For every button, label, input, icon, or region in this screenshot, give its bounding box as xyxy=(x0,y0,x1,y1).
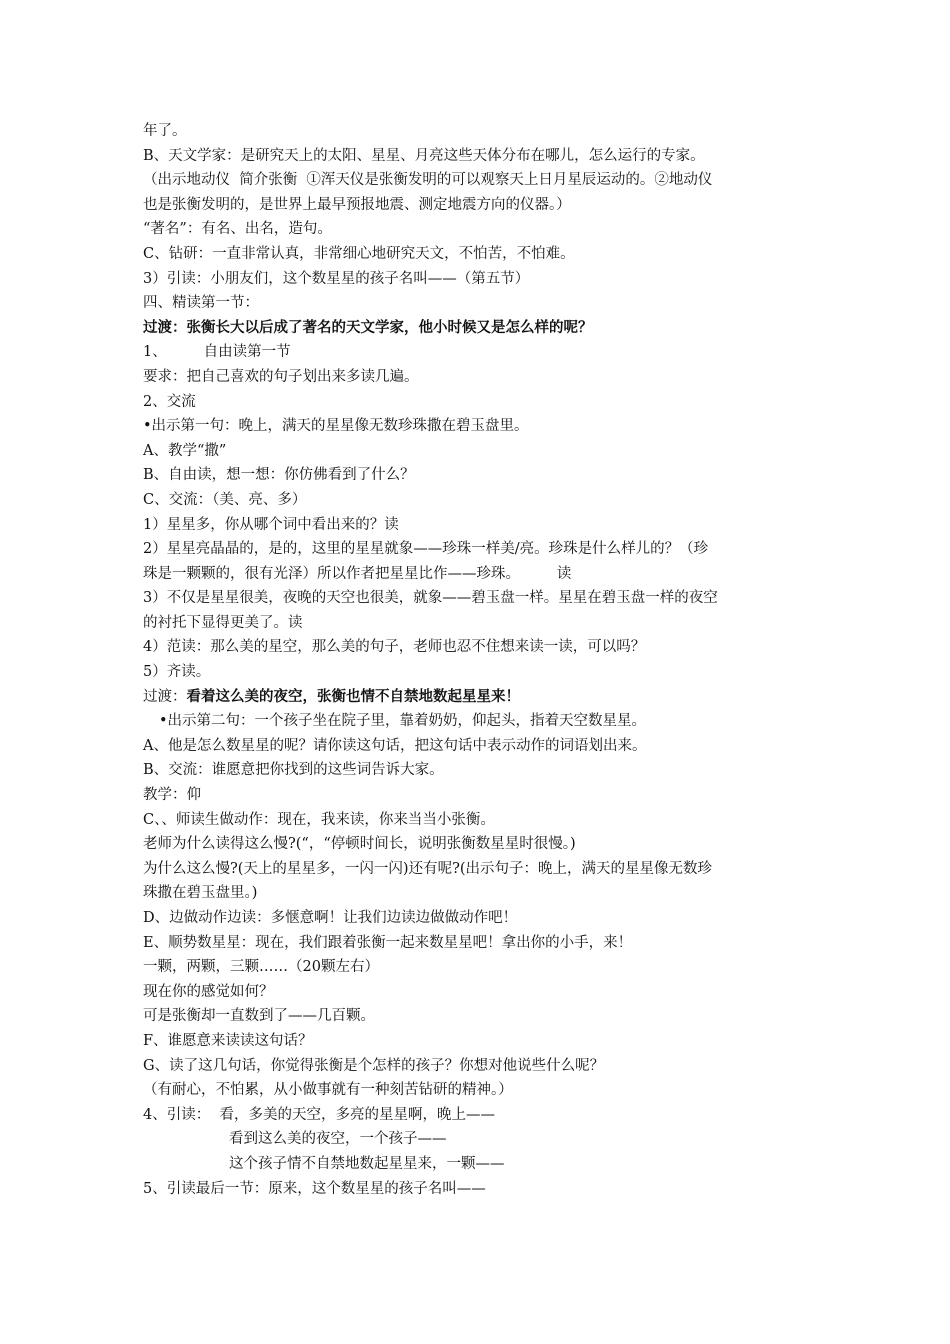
text-line: 2、交流 xyxy=(143,393,196,410)
text-line: C、、师读生做动作：现在，我来读，你来当当小张衡。 xyxy=(143,811,495,828)
document-body xyxy=(143,119,813,1201)
transition-bold: 过渡：张衡长大以后成了著名的天文学家，他小时候又是怎么样的呢？ xyxy=(143,318,593,336)
text-line: 的衬托下显得更美了。读 xyxy=(143,614,303,631)
text-line: 珠撒在碧玉盘里。) xyxy=(143,885,258,902)
text-line: 4）范读：那么美的星空，那么美的句子，老师也忍不住想来读一读，可以吗？ xyxy=(143,639,646,656)
text-line: 1、 自由读第一节 xyxy=(143,344,291,361)
text-line: 5、引读最后一节：原来，这个数星星的孩子名叫—— xyxy=(143,1180,486,1197)
section-heading: 四、精读第一节： xyxy=(143,295,259,312)
bullet-line: •出示第一句：晚上，满天的星星像无数珍珠撒在碧玉盘里。 xyxy=(143,418,529,435)
bullet-line: •出示第二句：一个孩子坐在院子里，靠着奶奶，仰起头，指着天空数星星。 xyxy=(159,713,647,730)
text-line: 要求：把自己喜欢的句子划出来多读几遍。 xyxy=(143,368,419,385)
text-line: 看到这么美的夜空，一个孩子—— xyxy=(229,1131,447,1148)
text-line: 为什么这么慢?(天上的星星多，一闪一闪)还有呢?(出示句子：晚上，满天的星星像无数珍 xyxy=(143,860,713,877)
text-line: A、他是怎么数星星的呢？请你读这句话，把这句话中表示动作的词语划出来。 xyxy=(143,737,647,754)
text-line: 1）星星多，你从哪个词中看出来的？读 xyxy=(143,516,399,533)
text-line: A、教学“撒” xyxy=(143,442,227,459)
text-line: C、交流：（美、亮、多） xyxy=(143,491,307,508)
text-line: 一颗，两颗，三颗……（20颗左右） xyxy=(143,959,379,976)
transition-label: 过渡： xyxy=(143,688,187,705)
text-line: 教学：仰 xyxy=(143,787,201,804)
text-line: 也是张衡发明的，是世界上最早预报地震、测定地震方向的仪器。） xyxy=(143,196,571,213)
text-line: B、天文学家：是研究天上的太阳、星星、月亮这些天体分布在哪儿，怎么运行的专家。 xyxy=(143,147,705,164)
text-line: （有耐心，不怕累，从小做事就有一种刻苦钻研的精神。） xyxy=(143,1082,513,1099)
transition-line xyxy=(143,685,813,710)
text-line: 这个孩子情不自禁地数起星星来，一颗—— xyxy=(229,1155,505,1172)
text-line: E、顺势数星星：现在，我们跟着张衡一起来数星星吧！拿出你的小手，来！ xyxy=(143,934,633,951)
text-line: B、自由读，想一想：你仿佛看到了什么？ xyxy=(143,467,415,484)
text-line: 4、引读： 看，多美的天空，多亮的星星啊，晚上—— xyxy=(143,1106,495,1123)
text-line: F、谁愿意来读读这句话？ xyxy=(143,1032,313,1049)
text-line: 老师为什么读得这么慢?(“，“停顿时间长，说明张衡数星星时很慢。) xyxy=(143,836,576,853)
text-line: 可是张衡却一直数到了——几百颗。 xyxy=(143,1008,375,1025)
text-line: 年了。 xyxy=(143,123,187,139)
transition-bold: 看着这么美的夜空，张衡也情不自禁地数起星星来！ xyxy=(186,687,520,705)
text-line: 3）不仅是星星很美，夜晚的天空也很美，就象——碧玉盘一样。星星在碧玉盘一样的夜空 xyxy=(143,590,718,607)
text-line: 现在你的感觉如何？ xyxy=(143,983,274,1000)
text-line: B、交流：谁愿意把你找到的这些词告诉大家。 xyxy=(143,762,444,779)
text-line: D、边做动作边读：多惬意啊！让我们边读边做做动作吧！ xyxy=(143,910,518,926)
text-line: （出示地动仪 简介张衡 ①浑天仪是张衡发明的可以观察天上日月星辰运动的。②地动仪 xyxy=(143,172,713,189)
text-line: 3）引读：小朋友们，这个数星星的孩子名叫——（第五节） xyxy=(143,270,530,287)
text-line: “著名”：有名、出名，造句。 xyxy=(143,221,332,238)
text-line: 2）星星亮晶晶的，是的，这里的星星就象——珍珠一样美/亮。珍珠是什么样儿的？（珍 xyxy=(143,541,709,558)
text-line: 珠是一颗颗的，很有光泽）所以作者把星星比作——珍珠。 读 xyxy=(143,565,572,582)
text-line: C、钻研：一直非常认真，非常细心地研究天文，不怕苦，不怕难。 xyxy=(143,245,575,262)
text-line: 5）齐读。 xyxy=(143,664,211,681)
text-line: G、读了这几句话，你觉得张衡是个怎样的孩子？你想对他说些什么呢？ xyxy=(143,1057,605,1074)
